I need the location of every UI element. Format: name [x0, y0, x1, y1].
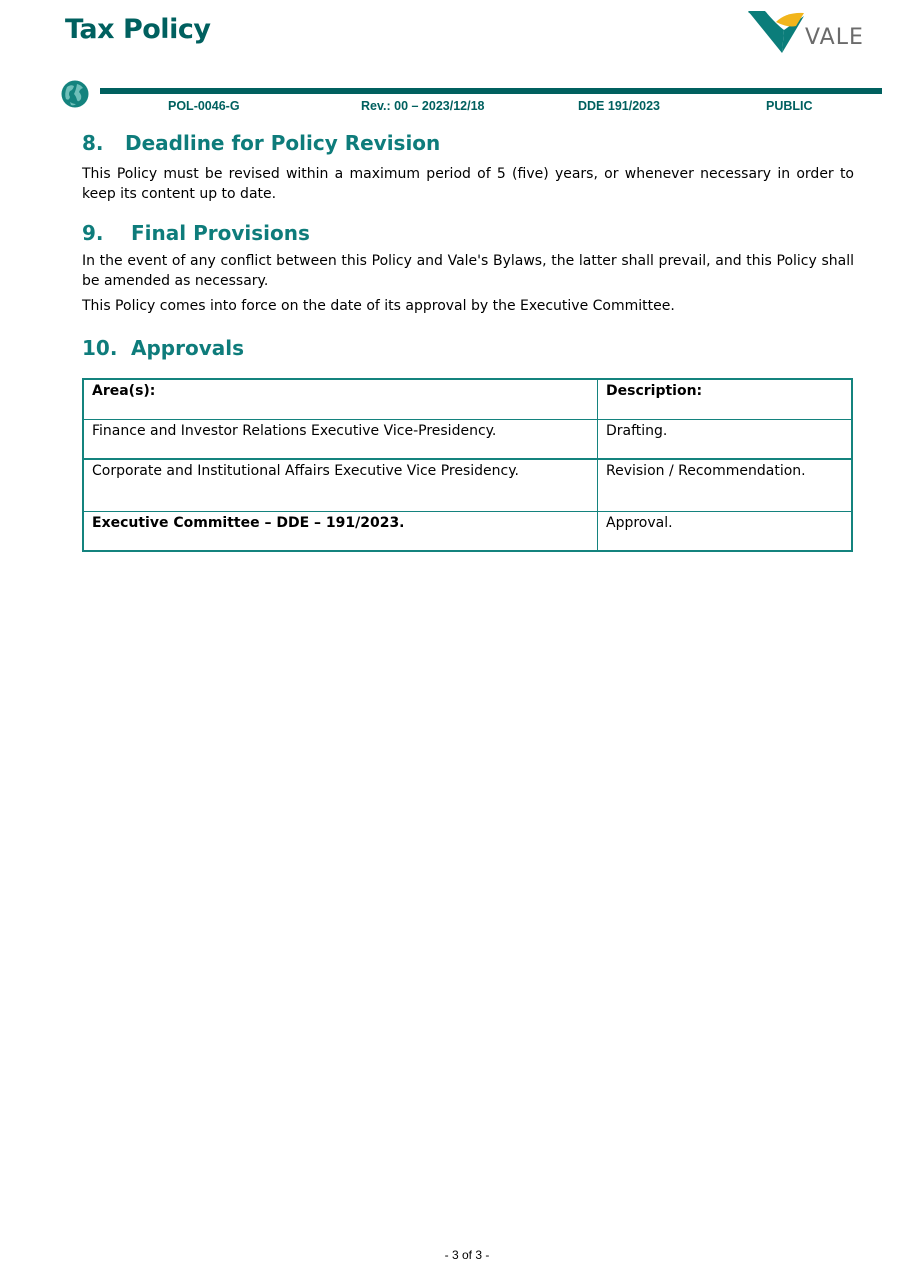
- document-title: Tax Policy: [65, 14, 211, 45]
- area-cell: Executive Committee – DDE – 191/2023.: [83, 511, 598, 551]
- section-heading-10: 10. Approvals: [82, 336, 245, 360]
- table-row: [83, 511, 852, 551]
- vale-wordmark: VALE: [805, 25, 864, 50]
- approvals-table: [82, 378, 853, 552]
- classification-label: PUBLIC: [766, 99, 813, 113]
- doc-code: POL-0046-G: [168, 99, 240, 113]
- area-cell: Finance and Investor Relations Executive Vice-Presidency.: [83, 419, 598, 459]
- header-description: Description:: [598, 379, 853, 419]
- globe-icon: [61, 80, 89, 108]
- area-cell: Corporate and Institutional Affairs Executive Vice Presidency.: [83, 459, 598, 511]
- page-number: - 3 of 3 -: [444, 1248, 490, 1262]
- section-heading-8: 8. Deadline for Policy Revision: [82, 131, 441, 155]
- header-area: Area(s):: [83, 379, 598, 419]
- dde-reference: DDE 191/2023: [578, 99, 661, 113]
- description-cell: Drafting.: [598, 419, 853, 459]
- description-cell: Approval.: [598, 511, 853, 551]
- table-row: [83, 459, 852, 511]
- header-rule: [100, 88, 882, 94]
- section-9-paragraph-1: In the event of any conflict between this Policy and Vale's Bylaws, the latter shall prevail, and this Policy shall be amended as necessary.: [82, 253, 854, 289]
- description-cell: Revision / Recommendation.: [598, 459, 853, 511]
- table-header-row: [83, 379, 852, 419]
- table-row: [83, 419, 852, 459]
- revision-info: Rev.: 00 – 2023/12/18: [361, 99, 485, 113]
- section-8-paragraph: This Policy must be revised within a maximum period of 5 (five) years, or whenever necessary in order to keep its content up to date.: [82, 166, 854, 202]
- section-9-paragraph-2: This Policy comes into force on the date of its approval by the Executive Committee.: [82, 298, 675, 314]
- section-heading-9: 9. Final Provisions: [82, 221, 310, 245]
